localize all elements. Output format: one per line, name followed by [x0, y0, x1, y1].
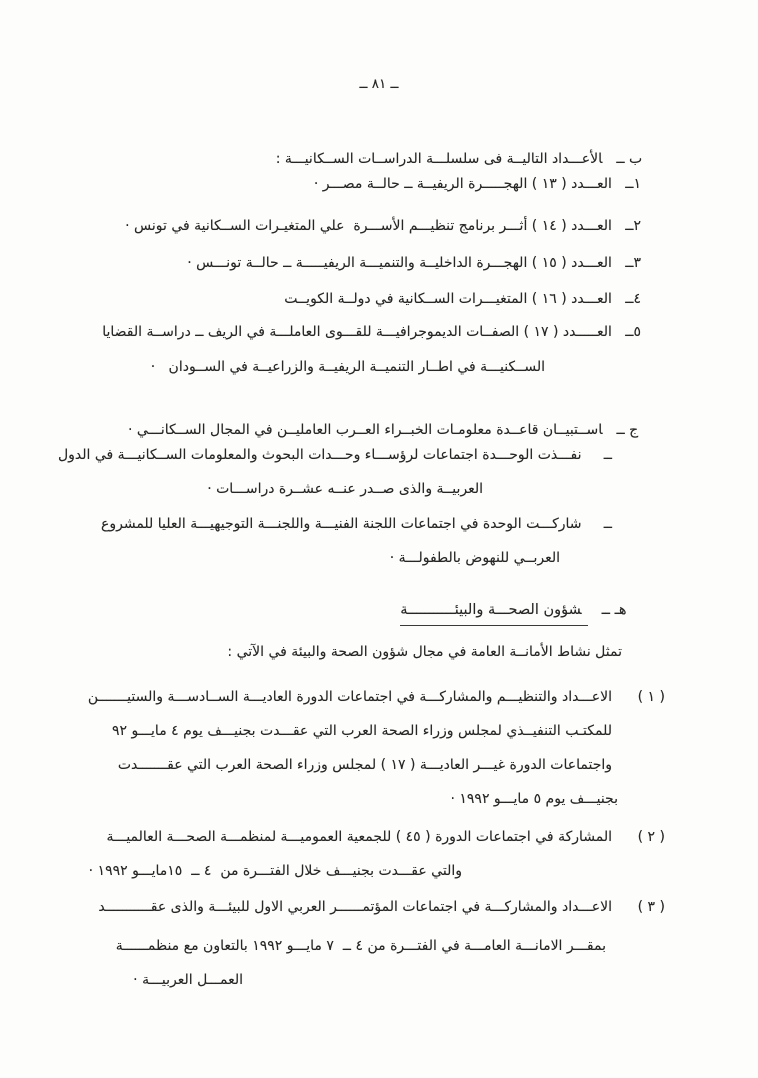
section-b-title: الأعـــداد التاليــة فى سلسلـــة الدراســات الســكانيـــة : [275, 150, 603, 167]
health-item-1-line-2: للمكتـب التنفيــذي لمجلس وزراء الصحة العرب التي عقـــدت بجنيـــف يوم ٤ مايـــو ٩٢ [112, 723, 612, 739]
section-j-text: اســتبيــان قاعــدة معلومـات الخبــراء العــرب العامليــن في المجال الســكانـــي · [127, 421, 603, 438]
section-b-marker: ب ــ [616, 150, 643, 167]
health-item-3-line-2: بمقـــر الامانـــة العامـــة في الفتـــرة من ٤ ــ ٧ مايـــو ١٩٩٢ بالتعاون مع منظمــــــة [115, 938, 606, 954]
bullet-1-line-1: ــ نفـــذت الوحـــدة اجتماعات لرؤســـاء وحـــدات البحوث والمعلومات الســكانيـــة في الدول [57, 447, 612, 463]
series-item-5-cont: الســكنيـــة في اطــار التنميــة الريفيــة والزراعيــة في الســودان · [150, 359, 545, 375]
health-item-1-line-1: الاعـــداد والتنظيـــم والمشاركـــة في اجتماعات الدورة العاديـــة الســادســـة والستيـــــــن [87, 689, 612, 705]
series-item-5: ٥ــ العـــــدد ( ١٧ ) الصفــات الديموجرافيـــة للقـــوى العاملـــة في الريف ــ دراســة القضايا [102, 324, 641, 340]
health-item-2-marker: ( ٢ ) [637, 829, 665, 845]
health-intro: تمثل نشاط الأمانــة العامة في مجال شؤون الصحة والبيئة في الآتي : [227, 644, 622, 660]
page-number: ــ ٨١ ــ [359, 76, 399, 92]
health-item-1-line-3: واجتماعات الدورة غيـــر العاديـــة ( ١٧ ) لمجلس وزراء الصحة العرب التي عقـــــــدت [117, 757, 612, 773]
health-item-1-marker: ( ١ ) [637, 689, 665, 705]
health-item-3-line-1: الاعـــداد والمشاركـــة في اجتماعات المؤتمــــــر العربي الاول للبيئـــة والذى عقـــــــــــد [98, 899, 612, 915]
series-item-2: ٢ــ العـــدد ( ١٤ ) أثـــر برنامج تنظيـــم الأســـرة علي المتغيـرات الســكانية في تونس · [125, 218, 641, 234]
bullet-2-line-2: العربــي للنهوض بالطفولـــة · [389, 550, 560, 566]
series-item-3: ٣ــ العـــدد ( ١٥ ) الهجـــرة الداخليــة والتنميـــة الريفيـــــة ــ حالــة تونـــس · [187, 255, 641, 271]
series-item-1: ١ــ العـــدد ( ١٣ ) الهجـــــرة الريفيــة ــ حالــة مصـــر · [313, 176, 641, 192]
series-item-4: ٤ــ العـــدد ( ١٦ ) المتغيـــرات الســكانية في دولــة الكويــت [284, 291, 641, 307]
health-item-2-line-2: والتي عقـــدت بجنيـــف خلال الفتـــرة من ٤ ــ ١٥مايـــو ١٩٩٢ · [88, 863, 462, 879]
health-item-1-line-4: بجنيـــف يوم ٥ مايـــو ١٩٩٢ · [450, 791, 618, 807]
section-h-marker: هـ ــ [601, 602, 627, 619]
health-item-3-line-3: العمـــل العربيـــة · [133, 972, 243, 988]
section-h-title: شؤون الصحـــة والبيئـــــــــــة [400, 602, 587, 626]
bullet-1-line-2: العربيــة والذى صــدر عنــه عشــرة دراســـات · [207, 481, 483, 497]
section-j-marker: ج ــ [616, 421, 639, 438]
bullet-2-line-1: ــ شاركـــت الوحدة في اجتماعات اللجنة الفنيـــة واللجنـــة التوجيهيـــة العليا للمشروع [100, 516, 612, 532]
health-item-2-line-1: المشاركة في اجتماعات الدورة ( ٤٥ ) للجمعية العموميـــة لمنظمـــة الصحـــة العالميـــة [106, 829, 612, 845]
section-h-heading [400, 583, 645, 637]
health-item-3-marker: ( ٣ ) [637, 899, 665, 915]
